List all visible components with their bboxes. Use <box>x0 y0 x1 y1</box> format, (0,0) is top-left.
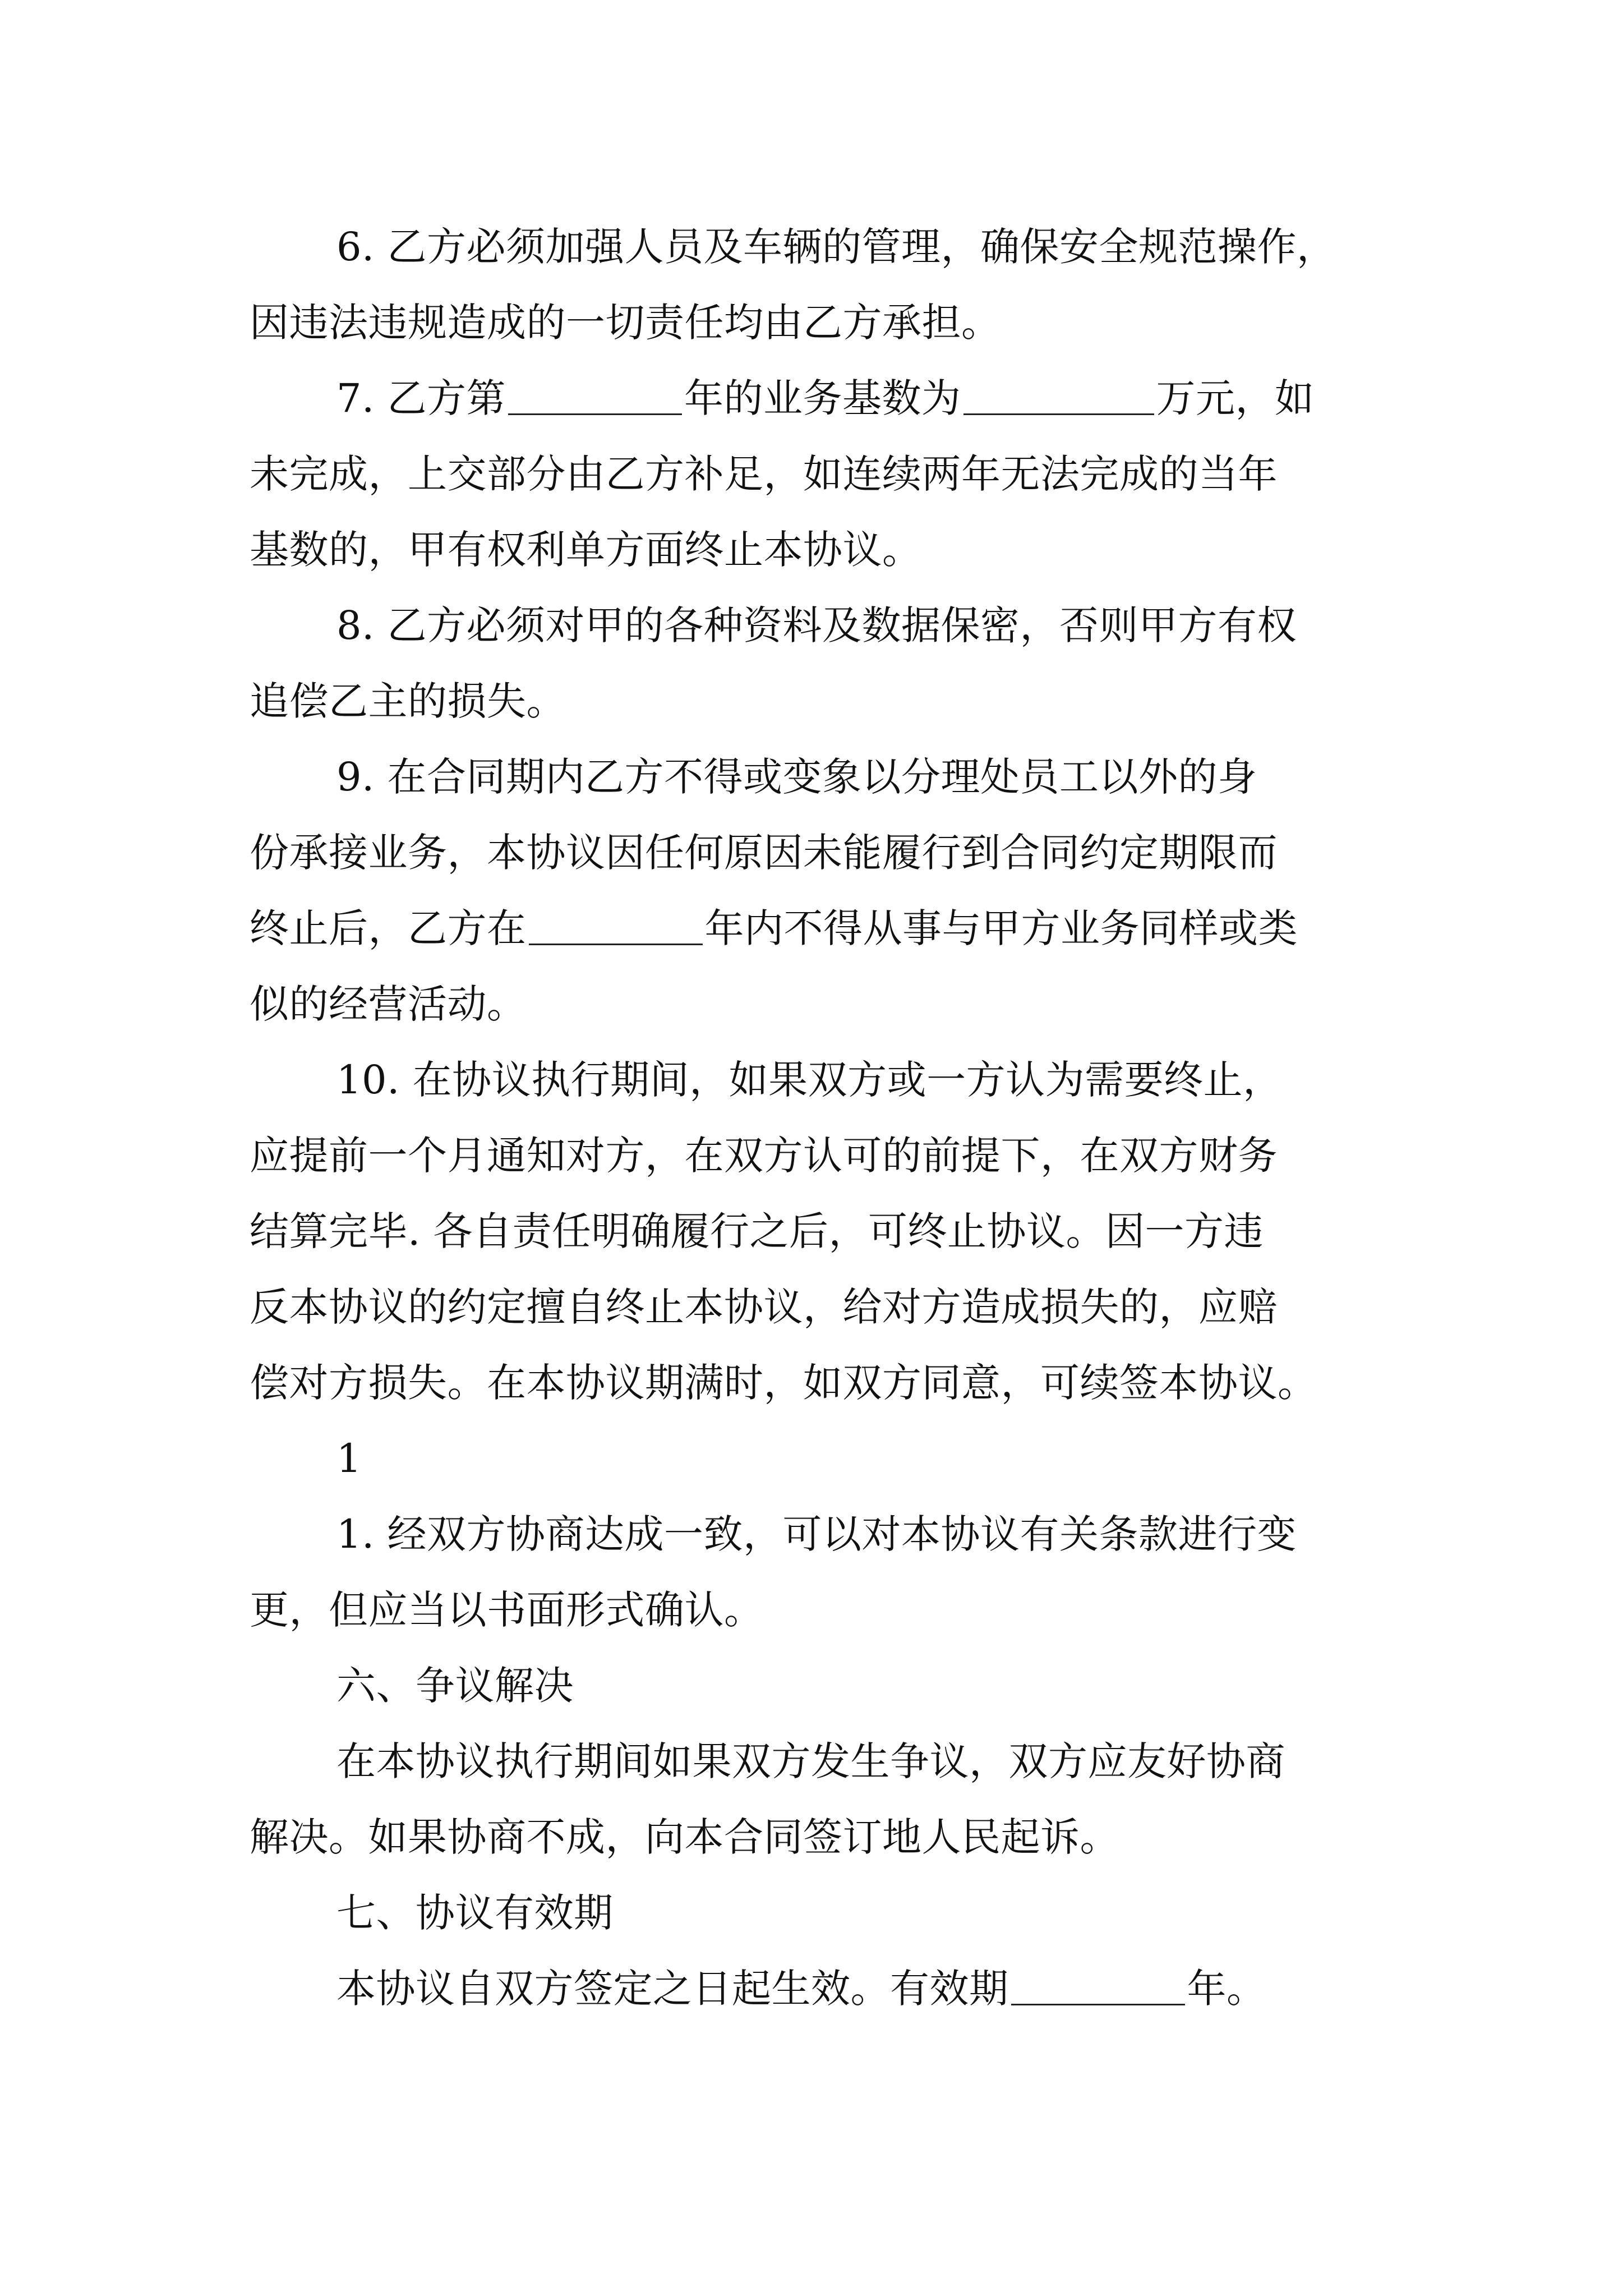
text: 万元，如 <box>1156 375 1315 421</box>
text: 未完成，上交部分由乙方补足，如连续两年无法完成的当年 <box>250 451 1278 497</box>
text: 年内不得从事与甲方业务同样或类 <box>704 905 1298 951</box>
text: 基数的，甲有权利单方面终止本协议。 <box>250 527 922 573</box>
text: 更，但应当以书面形式确认。 <box>250 1587 764 1633</box>
clause-10-line-4 <box>250 1282 1278 1332</box>
clause-6-line-1 <box>336 222 1336 272</box>
clause-7-line-1 <box>336 373 1315 424</box>
text: 终止后，乙方在 <box>250 905 527 951</box>
text: 10. 在协议执行期间，如果双方或一方认为需要终止， <box>336 1057 1283 1103</box>
clause-9-line-3 <box>250 903 1298 954</box>
section-validity-heading <box>336 1888 614 1938</box>
clause-11-line-1 <box>336 1509 1297 1559</box>
text: 9. 在合同期内乙方不得或变象以分理处员工以外的身 <box>336 754 1257 800</box>
text: 1. 经双方协商达成一致，可以对本协议有关条款进行变 <box>336 1511 1297 1557</box>
text: 反本协议的约定擅自终止本协议，给对方造成损失的，应赔 <box>250 1284 1278 1330</box>
text: 解决。如果协商不成，向本合同签订地人民起诉。 <box>250 1814 1119 1860</box>
text: 因违法违规造成的一切责任均由乙方承担。 <box>250 300 1001 346</box>
clause-6-line-2 <box>250 297 1001 348</box>
text: 年。 <box>1187 1966 1266 2012</box>
clause-10-line-3 <box>250 1206 1264 1257</box>
clause-10-line-2 <box>250 1130 1278 1181</box>
dispute-line-1 <box>336 1736 1285 1787</box>
text: 在本协议执行期间如果双方发生争议，双方应友好协商 <box>336 1738 1285 1784</box>
text: 份承接业务，本协议因任何原因未能履行到合同约定期限而 <box>250 830 1278 876</box>
clause-10-line-1 <box>336 1055 1283 1105</box>
section-dispute-heading <box>336 1660 574 1711</box>
clause-8-line-1 <box>336 600 1297 651</box>
clause-7-line-2 <box>250 449 1278 499</box>
year-blank[interactable] <box>508 374 682 415</box>
amount-blank[interactable] <box>963 374 1154 415</box>
text: 8. 乙方必须对甲的各种资料及数据保密，否则甲方有权 <box>336 602 1297 648</box>
text: 6. 乙方必须加强人员及车辆的管理，确保安全规范操作， <box>336 224 1336 270</box>
clause-7-line-3 <box>250 524 922 575</box>
clause-9-line-4 <box>250 979 527 1029</box>
noncompete-years-blank[interactable] <box>529 904 703 945</box>
text: 1 <box>336 1435 362 1481</box>
text: 七、协议有效期 <box>336 1890 614 1936</box>
text: 似的经营活动。 <box>250 981 527 1027</box>
text: 7. 乙方第 <box>336 375 506 421</box>
validity-line-1 <box>336 1963 1266 2014</box>
clause-11-line-2 <box>250 1585 764 1635</box>
clause-9-line-1 <box>336 752 1257 802</box>
text: 本协议自双方签定之日起生效。有效期 <box>336 1966 1009 2012</box>
clause-10-line-5 <box>250 1358 1317 1408</box>
text: 结算完毕. 各自责任明确履行之后，可终止协议。因一方违 <box>250 1208 1264 1254</box>
text: 应提前一个月通知对方，在双方认可的前提下，在双方财务 <box>250 1133 1278 1179</box>
text: 追偿乙主的损失。 <box>250 678 566 724</box>
text: 六、争议解决 <box>336 1663 574 1709</box>
dispute-line-2 <box>250 1812 1119 1862</box>
clause-8-line-2 <box>250 676 566 726</box>
stray-number-line <box>336 1433 362 1484</box>
text: 偿对方损失。在本协议期满时，如双方同意，可续签本协议。 <box>250 1360 1317 1406</box>
clause-9-line-2 <box>250 827 1278 878</box>
validity-years-blank[interactable] <box>1011 1964 1185 2005</box>
text: 年的业务基数为 <box>684 375 961 421</box>
